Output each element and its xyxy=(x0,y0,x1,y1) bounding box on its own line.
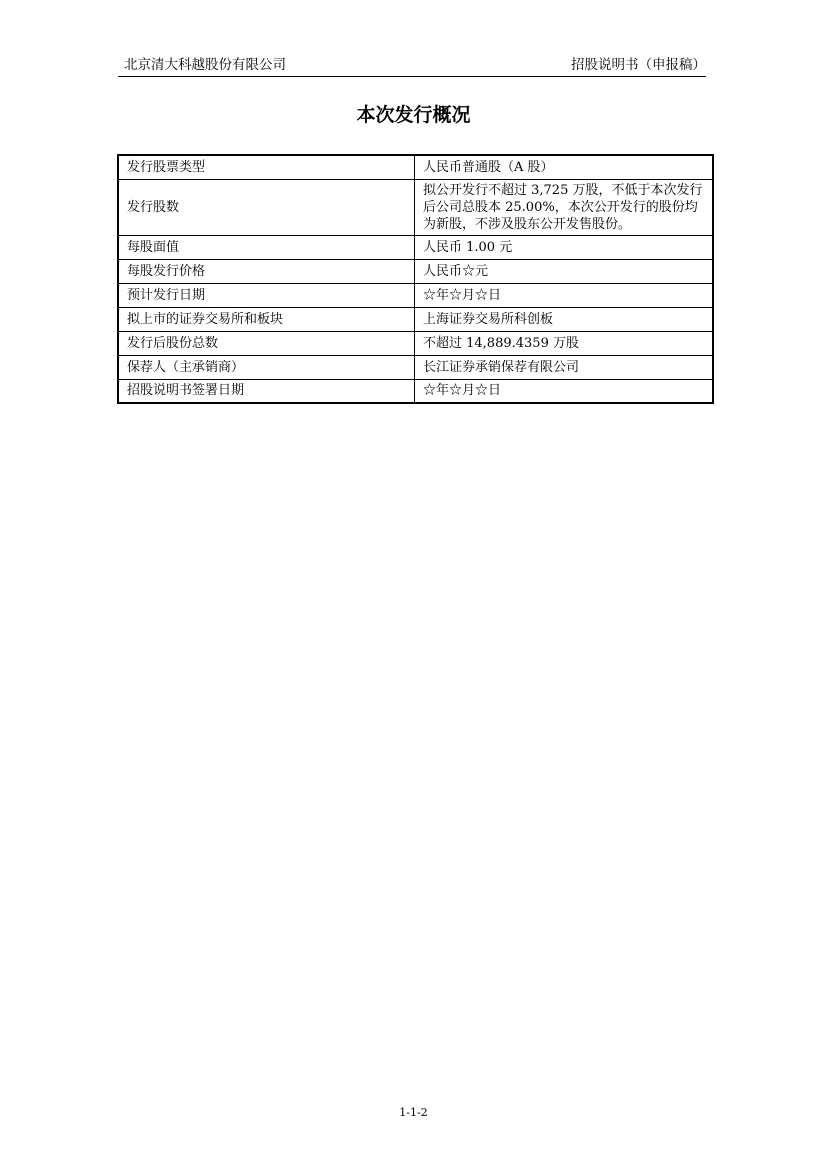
table-cell-label: 发行股票类型 xyxy=(118,155,415,179)
table-row xyxy=(118,355,713,379)
table-cell-label: 发行股数 xyxy=(118,179,415,235)
header-document-type: 招股说明书（申报稿） xyxy=(571,57,706,73)
table-cell-value: 人民币 1.00 元 xyxy=(415,235,714,259)
page-header xyxy=(118,54,706,77)
table-cell-label: 每股面值 xyxy=(118,235,415,259)
table-cell-label: 预计发行日期 xyxy=(118,283,415,307)
offering-overview-table xyxy=(117,154,714,404)
table-cell-value: 不超过 14,889.4359 万股 xyxy=(415,331,714,355)
table-cell-value: 上海证券交易所科创板 xyxy=(415,307,714,331)
table-row xyxy=(118,235,713,259)
table-row xyxy=(118,155,713,179)
table-row xyxy=(118,307,713,331)
table-cell-label: 招股说明书签署日期 xyxy=(118,379,415,403)
table-cell-value: ☆年☆月☆日 xyxy=(415,379,714,403)
table-cell-label: 保荐人（主承销商） xyxy=(118,355,415,379)
header-company-name: 北京清大科越股份有限公司 xyxy=(124,57,286,73)
table-cell-value: 人民币普通股（A 股） xyxy=(415,155,714,179)
page-number: 1-1-2 xyxy=(399,1106,428,1119)
table-row xyxy=(118,379,713,403)
table-row xyxy=(118,259,713,283)
table-cell-label: 每股发行价格 xyxy=(118,259,415,283)
table-cell-value: 长江证券承销保荐有限公司 xyxy=(415,355,714,379)
table-cell-value: 人民币☆元 xyxy=(415,259,714,283)
table-cell-value: ☆年☆月☆日 xyxy=(415,283,714,307)
table-cell-value: 拟公开发行不超过 3,725 万股，不低于本次发行后公司总股本 25.00%，本次公开发行的股份均为新股，不涉及股东公开发售股份。 xyxy=(415,179,714,235)
table-cell-label: 拟上市的证券交易所和板块 xyxy=(118,307,415,331)
table-row xyxy=(118,331,713,355)
table-cell-label: 发行后股份总数 xyxy=(118,331,415,355)
table-row xyxy=(118,283,713,307)
page-title: 本次发行概况 xyxy=(356,104,471,126)
table-row xyxy=(118,179,713,235)
